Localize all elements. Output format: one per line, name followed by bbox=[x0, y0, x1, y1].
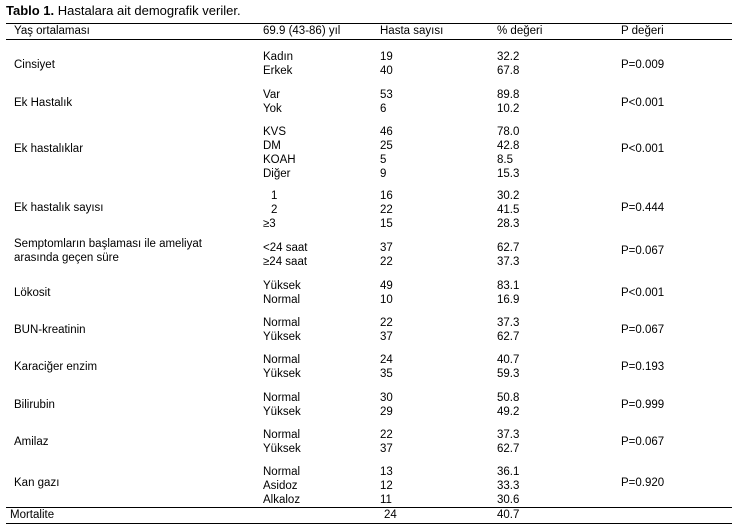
sub-count: 6 bbox=[380, 103, 387, 115]
header-percent: % değeri bbox=[497, 25, 543, 37]
footer-label: Mortalite bbox=[10, 509, 55, 521]
sub-count: 25 bbox=[380, 140, 393, 152]
sub-percent: 83.1 bbox=[497, 280, 520, 292]
header-patient-count: Hasta sayısı bbox=[380, 25, 444, 37]
sub-category: Erkek bbox=[263, 65, 293, 77]
header-age: Yaş ortalaması bbox=[14, 25, 90, 37]
sub-percent: 10.2 bbox=[497, 103, 520, 115]
sub-category: <24 saat bbox=[263, 242, 308, 254]
footer-percent: 40.7 bbox=[497, 509, 520, 521]
sub-count: 53 bbox=[380, 89, 393, 101]
sub-category: ≥3 bbox=[263, 218, 276, 230]
row-p-value: P=0.067 bbox=[621, 436, 665, 448]
sub-percent: 15.3 bbox=[497, 168, 520, 180]
row-p-value: P=0.999 bbox=[621, 399, 665, 411]
caption-text: Hastalara ait demografik veriler. bbox=[54, 3, 241, 18]
sub-percent: 37.3 bbox=[497, 317, 520, 329]
sub-count: 11 bbox=[380, 494, 392, 506]
sub-category: Yüksek bbox=[263, 280, 301, 292]
row-label: Cinsiyet bbox=[14, 59, 55, 71]
row-p-value: P=0.009 bbox=[621, 59, 665, 71]
sub-category: Yok bbox=[263, 103, 282, 115]
sub-count: 40 bbox=[380, 65, 393, 77]
sub-category: Kadın bbox=[263, 51, 294, 63]
sub-count: 5 bbox=[380, 154, 387, 166]
row-label: arasında geçen süre bbox=[14, 252, 119, 264]
row-p-value: P=0.067 bbox=[621, 245, 665, 257]
row-label: Ek hastalık sayısı bbox=[14, 202, 104, 214]
sub-percent: 37.3 bbox=[497, 256, 520, 268]
sub-category: Var bbox=[263, 89, 281, 101]
footer-count: 24 bbox=[384, 509, 397, 521]
sub-count: 24 bbox=[380, 354, 393, 366]
row-p-value: P=0.444 bbox=[621, 202, 665, 214]
sub-percent: 16.9 bbox=[497, 294, 520, 306]
row-label: Lökosit bbox=[14, 287, 51, 299]
caption-label: Tablo 1. bbox=[6, 3, 55, 18]
sub-count: 12 bbox=[380, 480, 393, 492]
sub-count: 22 bbox=[380, 317, 393, 329]
sub-percent: 36.1 bbox=[497, 466, 520, 478]
header-rule bbox=[6, 39, 732, 40]
sub-percent: 49.2 bbox=[497, 406, 520, 418]
sub-count: 37 bbox=[380, 242, 393, 254]
header-age-value: 69.9 (43-86) yıl bbox=[263, 25, 341, 37]
sub-percent: 62.7 bbox=[497, 242, 520, 254]
sub-count: 16 bbox=[380, 190, 393, 202]
sub-category: Normal bbox=[263, 294, 301, 306]
sub-category: Yüksek bbox=[263, 368, 301, 380]
row-label: Karaciğer enzim bbox=[14, 361, 98, 373]
sub-percent: 62.7 bbox=[497, 331, 520, 343]
sub-category: Normal bbox=[263, 317, 301, 329]
sub-category: ≥24 saat bbox=[263, 256, 308, 268]
sub-percent: 78.0 bbox=[497, 126, 520, 138]
row-label: Amilaz bbox=[14, 436, 49, 448]
footer-rule bbox=[6, 507, 732, 508]
sub-count: 10 bbox=[380, 294, 393, 306]
row-p-value: P=0.920 bbox=[621, 477, 665, 489]
sub-category: 1 bbox=[271, 190, 278, 202]
row-p-value: P<0.001 bbox=[621, 97, 665, 109]
sub-count: 37 bbox=[380, 331, 393, 343]
sub-category: Yüksek bbox=[263, 331, 301, 343]
sub-percent: 28.3 bbox=[497, 218, 520, 230]
row-p-value: P<0.001 bbox=[621, 143, 665, 155]
sub-count: 9 bbox=[380, 168, 387, 180]
sub-percent: 30.6 bbox=[497, 494, 520, 506]
sub-count: 49 bbox=[380, 280, 393, 292]
sub-count: 46 bbox=[380, 126, 393, 138]
header-p-value: P değeri bbox=[621, 25, 664, 37]
sub-category: Alkaloz bbox=[263, 494, 301, 506]
row-p-value: P=0.067 bbox=[621, 324, 665, 336]
sub-count: 22 bbox=[380, 204, 393, 216]
sub-percent: 59.3 bbox=[497, 368, 520, 380]
sub-percent: 37.3 bbox=[497, 429, 520, 441]
sub-category: Asidoz bbox=[263, 480, 298, 492]
sub-percent: 50.8 bbox=[497, 392, 520, 404]
sub-count: 30 bbox=[380, 392, 393, 404]
sub-percent: 62.7 bbox=[497, 443, 520, 455]
sub-category: Normal bbox=[263, 354, 301, 366]
sub-category: Normal bbox=[263, 429, 301, 441]
sub-category: KVS bbox=[263, 126, 287, 138]
sub-category: KOAH bbox=[263, 154, 296, 166]
sub-percent: 41.5 bbox=[497, 204, 520, 216]
sub-count: 22 bbox=[380, 429, 393, 441]
sub-percent: 89.8 bbox=[497, 89, 520, 101]
table-caption bbox=[6, 3, 241, 18]
row-p-value: P<0.001 bbox=[621, 287, 665, 299]
sub-count: 13 bbox=[380, 466, 393, 478]
sub-category: Yüksek bbox=[263, 443, 301, 455]
sub-count: 37 bbox=[380, 443, 393, 455]
sub-percent: 30.2 bbox=[497, 190, 520, 202]
sub-count: 15 bbox=[380, 218, 393, 230]
sub-count: 35 bbox=[380, 368, 393, 380]
sub-count: 22 bbox=[380, 256, 393, 268]
sub-category: DM bbox=[263, 140, 281, 152]
row-label: Semptomların başlaması ile ameliyat bbox=[14, 238, 202, 250]
sub-category: Yüksek bbox=[263, 406, 301, 418]
row-label: Ek hastalıklar bbox=[14, 143, 84, 155]
row-label: Bilirubin bbox=[14, 399, 55, 411]
sub-percent: 33.3 bbox=[497, 480, 520, 492]
sub-percent: 42.8 bbox=[497, 140, 520, 152]
sub-category: 2 bbox=[271, 204, 278, 216]
sub-count: 19 bbox=[380, 51, 393, 63]
sub-percent: 8.5 bbox=[497, 154, 513, 166]
sub-percent: 40.7 bbox=[497, 354, 520, 366]
sub-percent: 67.8 bbox=[497, 65, 520, 77]
row-label: Ek Hastalık bbox=[14, 97, 73, 109]
row-label: Kan gazı bbox=[14, 477, 60, 489]
sub-category: Normal bbox=[263, 466, 301, 478]
bottom-rule bbox=[6, 523, 732, 524]
sub-category: Normal bbox=[263, 392, 301, 404]
row-p-value: P=0.193 bbox=[621, 361, 665, 373]
sub-count: 29 bbox=[380, 406, 393, 418]
sub-percent: 32.2 bbox=[497, 51, 520, 63]
sub-category: Diğer bbox=[263, 168, 291, 180]
row-label: BUN-kreatinin bbox=[14, 324, 86, 336]
